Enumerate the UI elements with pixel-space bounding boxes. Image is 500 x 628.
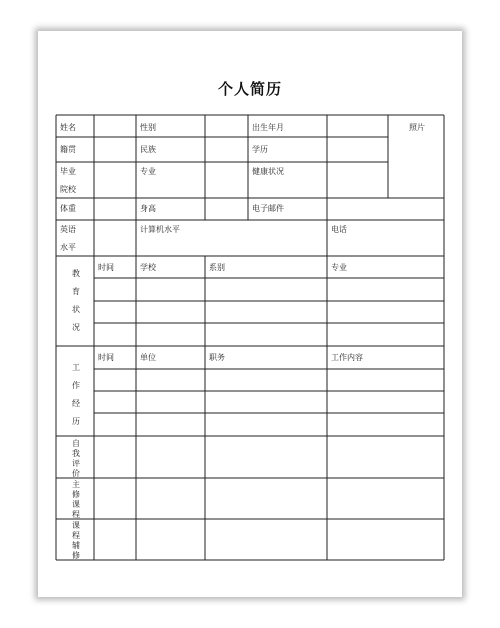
work-header-content: 工作内容 [331, 353, 363, 362]
work-header-position: 职务 [209, 353, 225, 362]
label-native: 籍贯 [60, 145, 76, 154]
section-self-eval-label: 自我评价 [72, 439, 80, 478]
label-ethnicity: 民族 [140, 145, 156, 154]
edu-header-dept: 系别 [209, 263, 225, 272]
section-education-label: 教育状况 [72, 269, 80, 332]
label-name: 姓名 [60, 123, 76, 132]
section-course-extra-label: 课程辅修 [72, 521, 80, 560]
table-grid [38, 31, 462, 597]
resume-sheet [38, 31, 462, 597]
label-major: 专业 [140, 167, 156, 176]
label-birth: 出生年月 [252, 123, 284, 132]
edu-header-time: 时间 [98, 263, 114, 272]
label-email: 电子邮件 [252, 204, 284, 213]
label-computer: 计算机水平 [140, 225, 180, 234]
section-main-courses-label: 主修课程 [72, 480, 80, 519]
label-grad-school-2: 院校 [60, 185, 76, 194]
edu-header-major: 专业 [331, 263, 347, 272]
work-header-time: 时间 [98, 353, 114, 362]
label-weight: 体重 [60, 204, 76, 213]
label-photo: 照片 [409, 123, 425, 132]
label-health: 健康状况 [252, 167, 284, 176]
work-header-unit: 单位 [140, 353, 156, 362]
edu-header-school: 学校 [140, 263, 156, 272]
label-gender: 性别 [140, 123, 156, 132]
section-work-label: 工作经历 [72, 363, 80, 426]
label-english-1: 英语 [60, 225, 76, 234]
page-title: 个人简历 [217, 80, 282, 98]
label-height: 身高 [140, 204, 156, 213]
label-english-2: 水平 [60, 243, 76, 252]
label-phone: 电话 [331, 225, 347, 234]
label-education: 学历 [252, 145, 268, 154]
label-grad-school-1: 毕业 [60, 167, 76, 176]
